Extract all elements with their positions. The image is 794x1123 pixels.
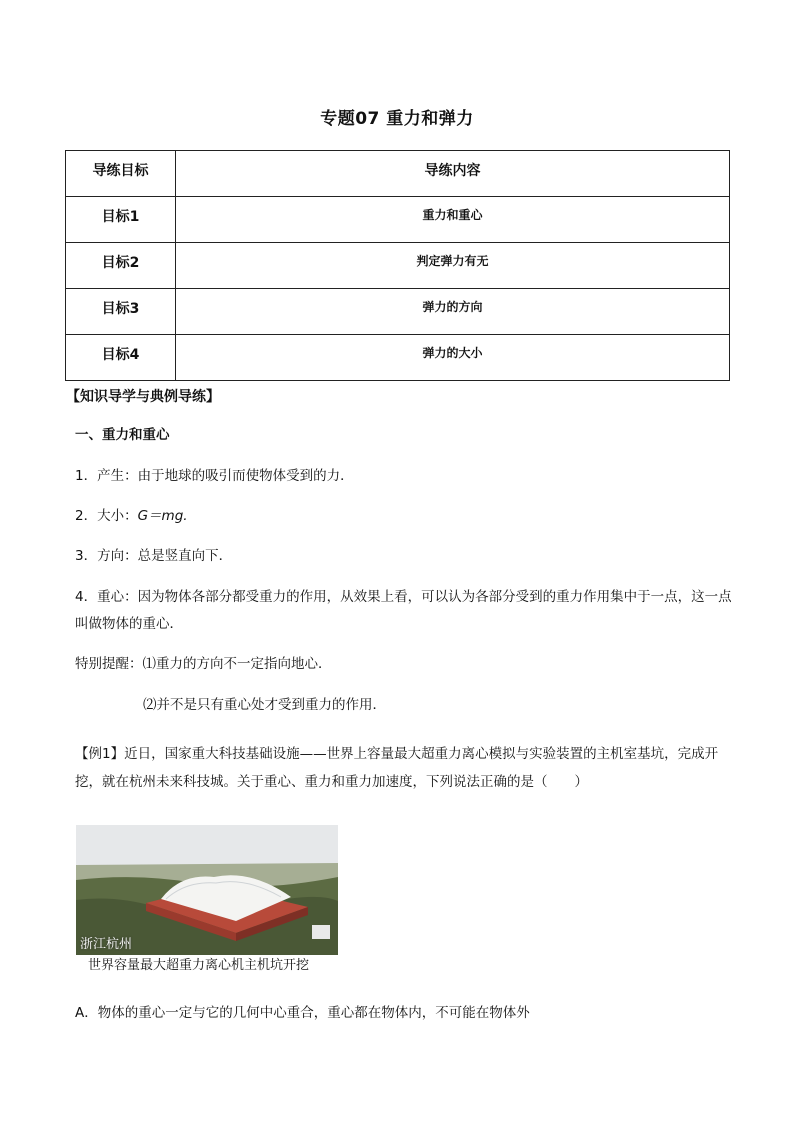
table-cell-content: 弹力的方向 — [176, 289, 730, 335]
point-4: 4．重心：因为物体各部分都受重力的作用，从效果上看，可以认为各部分受到的重力作用集中于一点，这一点叫做物体的重心． — [75, 589, 732, 632]
table-cell-content: 重力和重心 — [176, 197, 730, 243]
centrifuge-photo — [76, 825, 338, 955]
tip-2: ⑵并不是只有重心处才受到重力的作用． — [143, 697, 386, 713]
goals-table — [65, 150, 730, 381]
table-cell-goal: 目标4 — [66, 335, 176, 381]
table-row — [66, 289, 730, 335]
table-cell-goal: 目标1 — [66, 197, 176, 243]
gravity-formula: G＝mg. — [137, 508, 188, 524]
table-cell-goal: 目标3 — [66, 289, 176, 335]
point-1: 1．产生：由于地球的吸引而使物体受到的力． — [75, 468, 354, 484]
table-cell-content: 弹力的大小 — [176, 335, 730, 381]
table-row — [66, 335, 730, 381]
table-header-row — [66, 151, 730, 197]
photo-label: 浙江杭州 — [80, 937, 133, 952]
option-a: A．物体的重心一定与它的几何中心重合，重心都在物体内，不可能在物体外 — [75, 1005, 530, 1021]
table-header-cell: 导练目标 — [66, 151, 176, 197]
subsection-heading: 一、重力和重心 — [75, 427, 170, 443]
table-cell-content: 判定弹力有无 — [176, 243, 730, 289]
table-cell-goal: 目标2 — [66, 243, 176, 289]
photo-caption: 世界容量最大超重力离心机主机坑开挖 — [88, 958, 310, 973]
tip-1: 特别提醒：⑴重力的方向不一定指向地心． — [75, 656, 332, 672]
table-row — [66, 197, 730, 243]
point-3: 3．方向：总是竖直向下． — [75, 548, 233, 564]
point-2 — [75, 503, 735, 529]
table-row — [66, 243, 730, 289]
page-title: 专题07 重力和弹力 — [320, 109, 474, 129]
example-1: 【例1】近日，国家重大科技基础设施——世界上容量最大超重力离心模拟与实验装置的主机室基坑，完成开挖，就在杭州未来科技城。关于重心、重力和重力加速度，下列说法正确的是（ ） — [75, 746, 719, 790]
table-header-cell: 导练内容 — [176, 151, 730, 197]
section-heading: 【知识导学与典例导练】 — [66, 389, 220, 405]
point-2-prefix: 2．大小： — [75, 508, 138, 524]
